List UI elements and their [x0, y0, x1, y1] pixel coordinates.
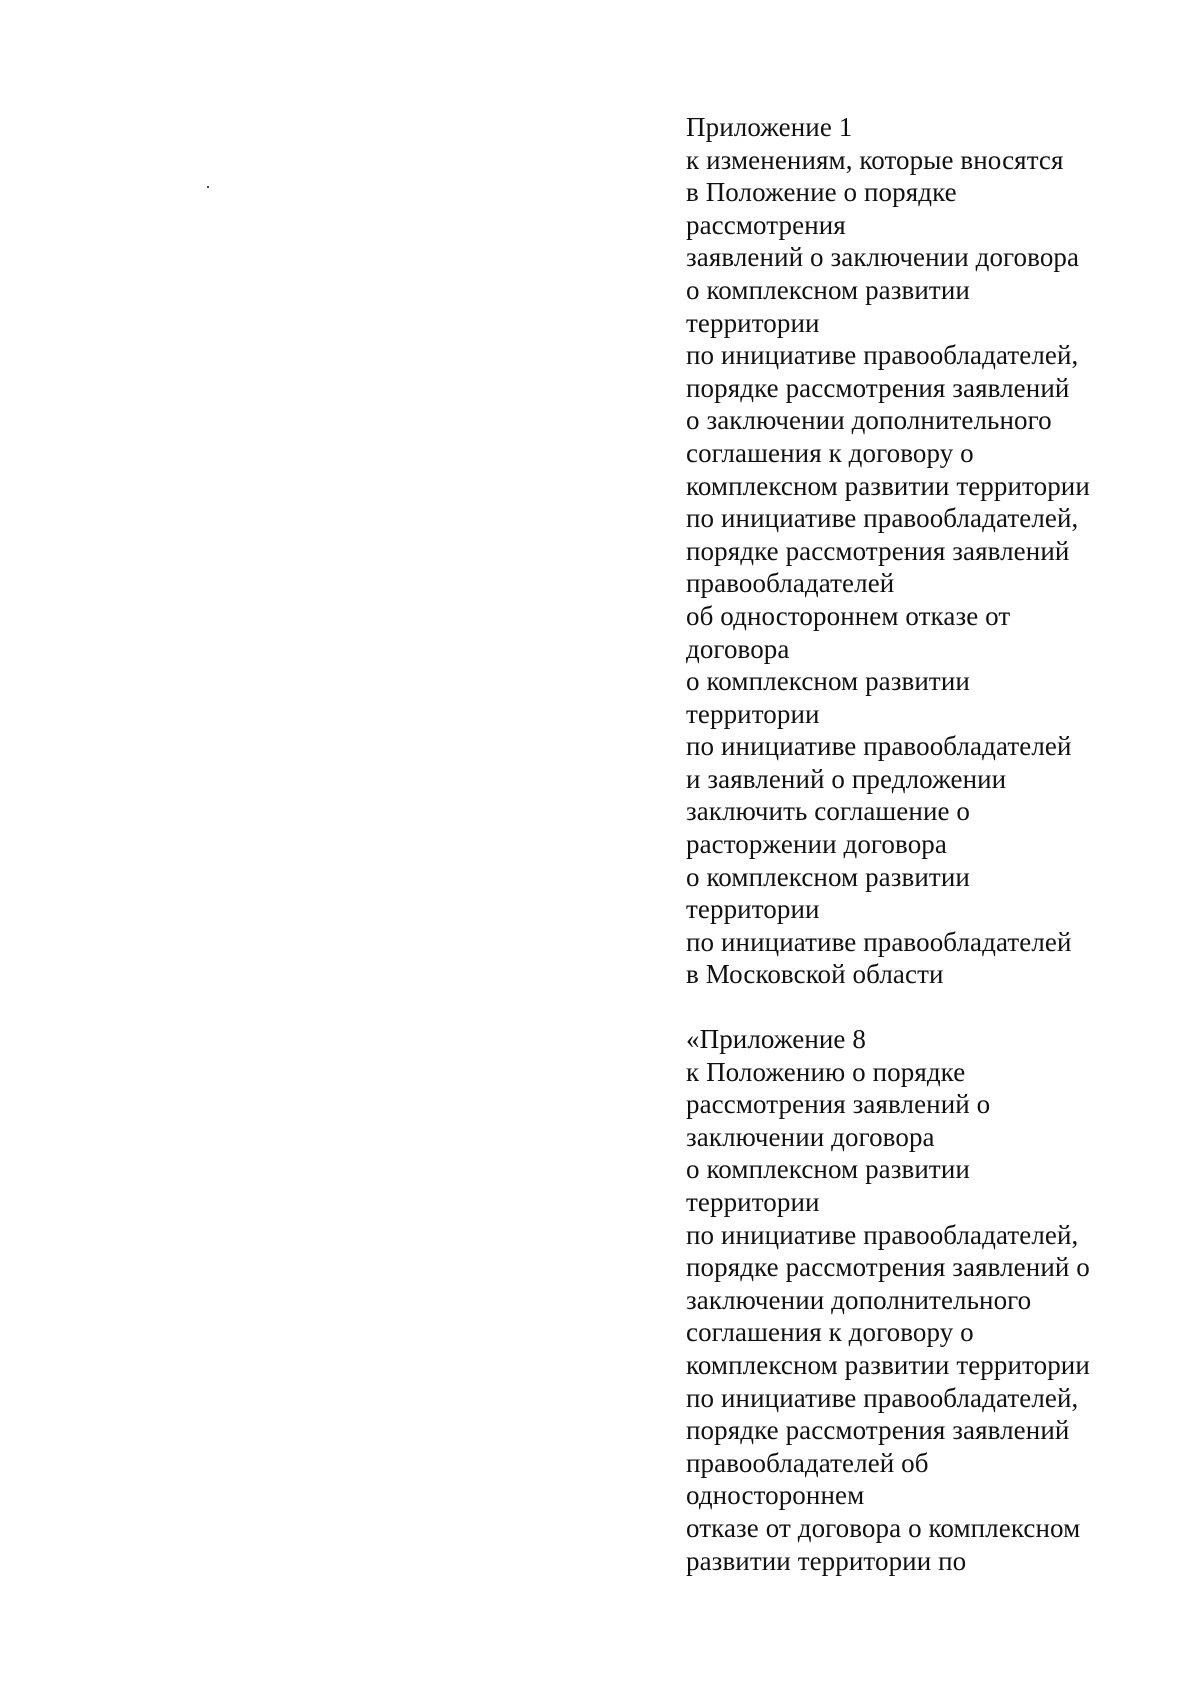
header-line: соглашения к договору о: [686, 1317, 974, 1348]
header-line: договора: [686, 633, 790, 664]
header-line: о комплексном развитии: [686, 861, 970, 892]
header-line: о комплексном развитии: [686, 666, 970, 697]
header-line: порядке рассмотрения заявлений о: [686, 1252, 1090, 1283]
header-line: по инициативе правообладателей,: [686, 340, 1079, 371]
header-line: одностороннем: [686, 1480, 865, 1511]
header-line: территории: [686, 894, 820, 925]
header-line: «Приложение 8: [686, 1024, 866, 1054]
scan-artifact-dot: [207, 186, 209, 188]
header-line: об одностороннем отказе от: [686, 600, 1011, 631]
header-line: порядке рассмотрения заявлений: [686, 535, 1070, 566]
header-line: территории: [686, 698, 820, 729]
header-line: порядке рассмотрения заявлений: [686, 372, 1070, 403]
header-line: рассмотрения: [686, 209, 846, 240]
header-line: к изменениям, которые вносятся: [686, 144, 1064, 175]
header-line: рассмотрения заявлений о: [686, 1089, 991, 1120]
header-line: заключении дополнительного: [686, 1284, 1032, 1315]
header-line: заключении договора: [686, 1121, 935, 1152]
header-line: комплексном развитии территории: [686, 1349, 1090, 1380]
header-line: о комплексном развитии: [686, 1154, 970, 1185]
header-line: порядке рассмотрения заявлений: [686, 1415, 1070, 1446]
header-line: по инициативе правообладателей,: [686, 1382, 1079, 1413]
header-line: правообладателей: [686, 568, 895, 599]
header-line: соглашения к договору о: [686, 437, 974, 468]
header-line: территории: [686, 1186, 820, 1217]
header-line: Приложение 1: [686, 112, 853, 142]
header-line: заключить соглашение о: [686, 796, 971, 827]
header-line: комплексном развитии территории: [686, 470, 1090, 501]
header-line: по инициативе правообладателей,: [686, 503, 1079, 534]
appendix-8-header: [686, 1023, 1186, 1577]
header-line: правообладателей об: [686, 1447, 929, 1478]
header-line: заявлений о заключении договора: [686, 242, 1080, 273]
header-line: по инициативе правообладателей: [686, 731, 1072, 762]
header-line: территории: [686, 307, 820, 338]
header-line: расторжении договора: [686, 829, 947, 860]
header-line: развитии территории по: [686, 1545, 967, 1576]
header-line: в Положение о порядке: [686, 177, 957, 208]
header-line: по инициативе правообладателей: [686, 926, 1072, 957]
appendix-1-header: [686, 111, 1186, 991]
header-line: по инициативе правообладателей,: [686, 1219, 1079, 1250]
header-line: и заявлений о предложении: [686, 763, 1007, 794]
header-line: о комплексном развитии: [686, 274, 970, 305]
header-line: о заключении дополнительного: [686, 405, 1052, 436]
header-line: отказе от договора о комплексном: [686, 1512, 1081, 1543]
header-line: в Московской области: [686, 959, 944, 990]
header-line: к Положению о порядке: [686, 1056, 966, 1087]
